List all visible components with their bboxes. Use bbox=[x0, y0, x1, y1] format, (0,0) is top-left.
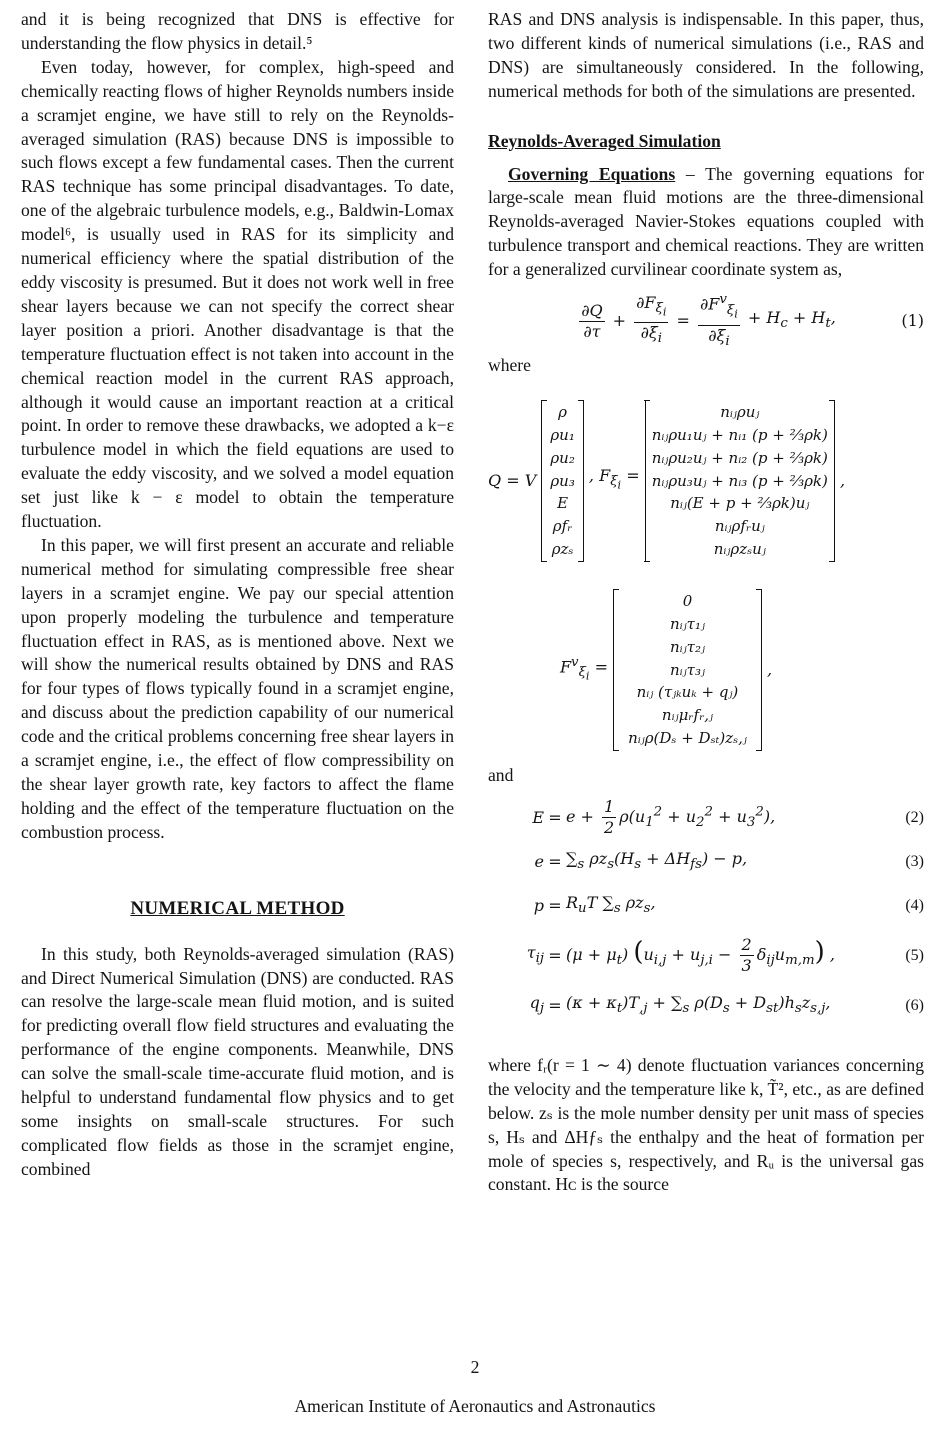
matrix-entry: nᵢⱼτ₂ⱼ bbox=[670, 637, 705, 656]
matrix-entry: nᵢⱼρu₁uⱼ + nᵢ₁ (p + ⅔ρk) bbox=[651, 425, 828, 444]
equation-block bbox=[488, 796, 924, 1028]
paragraph: In this paper, we will first present an accurate and reliable numerical method for simulating compressible free shear layers in a scramjet engine. We pay our special attention upon properly modeling the turbulence and temperature fluctuation effect in RAS, as is mentioned above. Next we will show the numerical results obtained by DNS and RAS for four types of flows typically found in a scramjet engine, and discuss about the prediction capability of our numerical code and the critical problems concerning free shear layers in a scramjet engine, i.e., the effect of flow compressibility on the shear layer growth rate, key factors to affect the flame holding and the effect of the temperature fluctuation on the combustion process. bbox=[21, 534, 454, 842]
equation-q-f: Q = V ρ ρu₁ ρu₂ ρu₃ E ρfᵣ ρzₛ , $F_{\xi_i}$ = nᵢⱼρuⱼ nᵢⱼρu₁uⱼ + nᵢ₁ (p + ⅔ρk) nᵢⱼρu₂uⱼ + nᵢ₂ (p + ⅔ρk) nᵢⱼρu₃uⱼ + nᵢ₃ (p + ⅔ρk) nᵢⱼ(E + p + ⅔ρk)uⱼ nᵢⱼρfᵣuⱼ nᵢⱼρzₛuⱼ , bbox=[488, 392, 924, 570]
matrix-entry: nᵢⱼρu₃uⱼ + nᵢ₃ (p + ⅔ρk) bbox=[651, 471, 828, 490]
matrix-entry: ρu₂ bbox=[550, 448, 575, 467]
q-vector bbox=[541, 400, 584, 562]
runin-title: Governing Equations bbox=[508, 163, 676, 184]
equation-number: (6) bbox=[905, 996, 924, 1014]
equation-number: (4) bbox=[905, 896, 924, 914]
equation-4: p = $R_uT$ $\sum_s$ $\rho z_s$, (4) bbox=[533, 892, 924, 917]
matrix-entry: nᵢⱼρzₛuⱼ bbox=[713, 539, 766, 558]
equation-number: (3) bbox=[905, 852, 924, 870]
page-number: 2 bbox=[470, 1357, 480, 1377]
paragraph bbox=[488, 163, 924, 283]
matrix-entry: 0 bbox=[682, 592, 693, 611]
matrix-entry: nᵢⱼρuⱼ bbox=[720, 403, 760, 422]
matrix-entry: ρzₛ bbox=[551, 539, 574, 558]
matrix-entry: nᵢⱼ (τⱼₖuₖ + qⱼ) bbox=[636, 683, 739, 702]
matrix-entry: nᵢⱼρfᵣuⱼ bbox=[714, 517, 765, 536]
paragraph: and it is being recognized that DNS is effective for understanding the flow physics in detail.⁵ bbox=[21, 9, 454, 53]
matrix-entry: nᵢⱼμᵣfᵣ,ⱼ bbox=[661, 706, 714, 725]
paragraph: where fᵣ(r = 1 ∼ 4) denote fluctuation variances concerning the velocity and the temperature like k, T̃², etc., as are defined below. zₛ is the mole number density per unit mass of species s, Hₛ and ΔHƒₛ the enthalpy and the heat of formation per mole of species s, respectively, and Rᵤ is the universal gas constant. Hᴄ is the source bbox=[488, 1054, 924, 1195]
matrix-entry: nᵢⱼτ₁ⱼ bbox=[670, 614, 705, 633]
footer-text: American Institute of Aeronautics and Astronautics bbox=[294, 1396, 656, 1416]
equation-1: $\frac{\partial Q}{\partial\tau}$ + $\frac{\partial F_{\xi_i}}{\partial\xi_i}$ = $\frac{\partial F^v_{\xi_i}}{\partial\xi_i}$ + $H_c + H_t$, (1) bbox=[581, 292, 924, 349]
equation-number: (5) bbox=[905, 946, 924, 964]
fv-vector bbox=[613, 589, 762, 751]
subsection-title: Reynolds-Averaged Simulation bbox=[488, 130, 721, 151]
equation-number: (1) bbox=[901, 311, 924, 331]
runin-text: – The governing equations for large-scale mean fluid motions are the three-dimensional Reynolds-averaged Navier-Stokes equations coupled with turbulence transport and chemical reactions. They are written for a generalized curvilinear coordinate system as, bbox=[488, 163, 924, 280]
section-title: NUMERICAL METHOD bbox=[130, 897, 345, 919]
equation-number: (2) bbox=[905, 808, 924, 826]
equation-fv: $F^v_{\xi_i}$ = 0 nᵢⱼτ₁ⱼ nᵢⱼτ₂ⱼ nᵢⱼτ₃ⱼ nᵢⱼ (τⱼₖuₖ + qⱼ) nᵢⱼμᵣfᵣ,ⱼ nᵢⱼρ(Dₛ + Dₛₜ)zₛ,ⱼ , bbox=[488, 580, 924, 760]
left-column bbox=[21, 8, 454, 1182]
where-text: where bbox=[488, 355, 531, 376]
right-column bbox=[488, 8, 924, 1197]
matrix-entry: nᵢⱼρ(Dₛ + Dₛₜ)zₛ,ⱼ bbox=[628, 728, 747, 747]
matrix-entry: ρfᵣ bbox=[552, 517, 573, 536]
and-text: and bbox=[488, 764, 514, 785]
equation-6: $q_j$ = $(\kappa + \kappa_t)T_{,j} + \sum_s$ $\rho(D_s + D_{st})h_sz_{s,j}$, (6) bbox=[529, 992, 924, 1017]
paragraph: In this study, both Reynolds-averaged simulation (RAS) and Direct Numerical Simulation (DNS) are conducted. RAS can resolve the large-scale mean fluid motion, and is suited for predicting overall flow field structures and evaluating the performance of the engine components. Meanwhile, DNS can solve the small-scale time-accurate fluid motion, and is helpful to understand fundamental flow physics and to get some insights on small-scale structures. For such complicated flow fields as those in the scramjet engine, combined bbox=[21, 943, 454, 1179]
paragraph: RAS and DNS analysis is indispensable. In this paper, thus, two different kinds of numerical simulations (i.e., RAS and DNS) are simultaneously considered. In the following, numerical methods for both of the simulations are presented. bbox=[488, 9, 924, 101]
matrix-entry: ρ bbox=[558, 403, 567, 422]
equation-5: $\tau_{ij}$ = $(\mu + \mu_t)$ ($u_{i,j} + u_{j,i}$ − $\frac{2}{3}$ $\delta_{ij}u_{m,m}$) , (5) bbox=[526, 935, 924, 976]
matrix-entry: nᵢⱼτ₃ⱼ bbox=[670, 660, 705, 679]
matrix-entry: E bbox=[557, 494, 569, 513]
equation-3: e = $\sum_s$ $\rho z_s(H_s + \Delta H_{fs}) - p$, (3) bbox=[534, 848, 924, 873]
matrix-entry: ρu₃ bbox=[550, 471, 575, 490]
equation-2: E = e + $\frac{1}{2}$ $\rho(u_1^2 + u_2^2 + u_3^2)$, (2) bbox=[532, 797, 924, 838]
matrix-entry: nᵢⱼρu₂uⱼ + nᵢ₂ (p + ⅔ρk) bbox=[651, 448, 828, 467]
paragraph: Even today, however, for complex, high-speed and chemically reacting flows of higher Reynolds numbers inside a scramjet engine, we have still to rely on the Reynolds-averaged simulation (RAS) because DNS is impossible to such flows except a few fundamental cases. Then the current RAS technique has some principal disadvantages. To date, one of the algebraic turbulence models, e.g., Baldwin-Lomax model⁶, is usually used in RAS for its simplicity and numerical efficiency where the spatial distribution of the eddy viscosity is presumed. But it does not work well in free shear layers because we can not specify the correct shear layer position a priori. Another disadvantage is that the temperature fluctuation effect is not taken into account in the chemical reaction model in the current RAS approach, although it would cause an important reaction at a critical point. In order to remove these drawbacks, we adopted a k−ε turbulence model in which the field equations are used to evaluate the eddy viscosity, and we solved a model equation set just like k − ε model to obtain the temperature fluctuation. bbox=[21, 56, 454, 532]
matrix-entry: nᵢⱼ(E + p + ⅔ρk)uⱼ bbox=[670, 494, 810, 513]
matrix-entry: ρu₁ bbox=[550, 425, 575, 444]
f-vector bbox=[645, 400, 835, 562]
